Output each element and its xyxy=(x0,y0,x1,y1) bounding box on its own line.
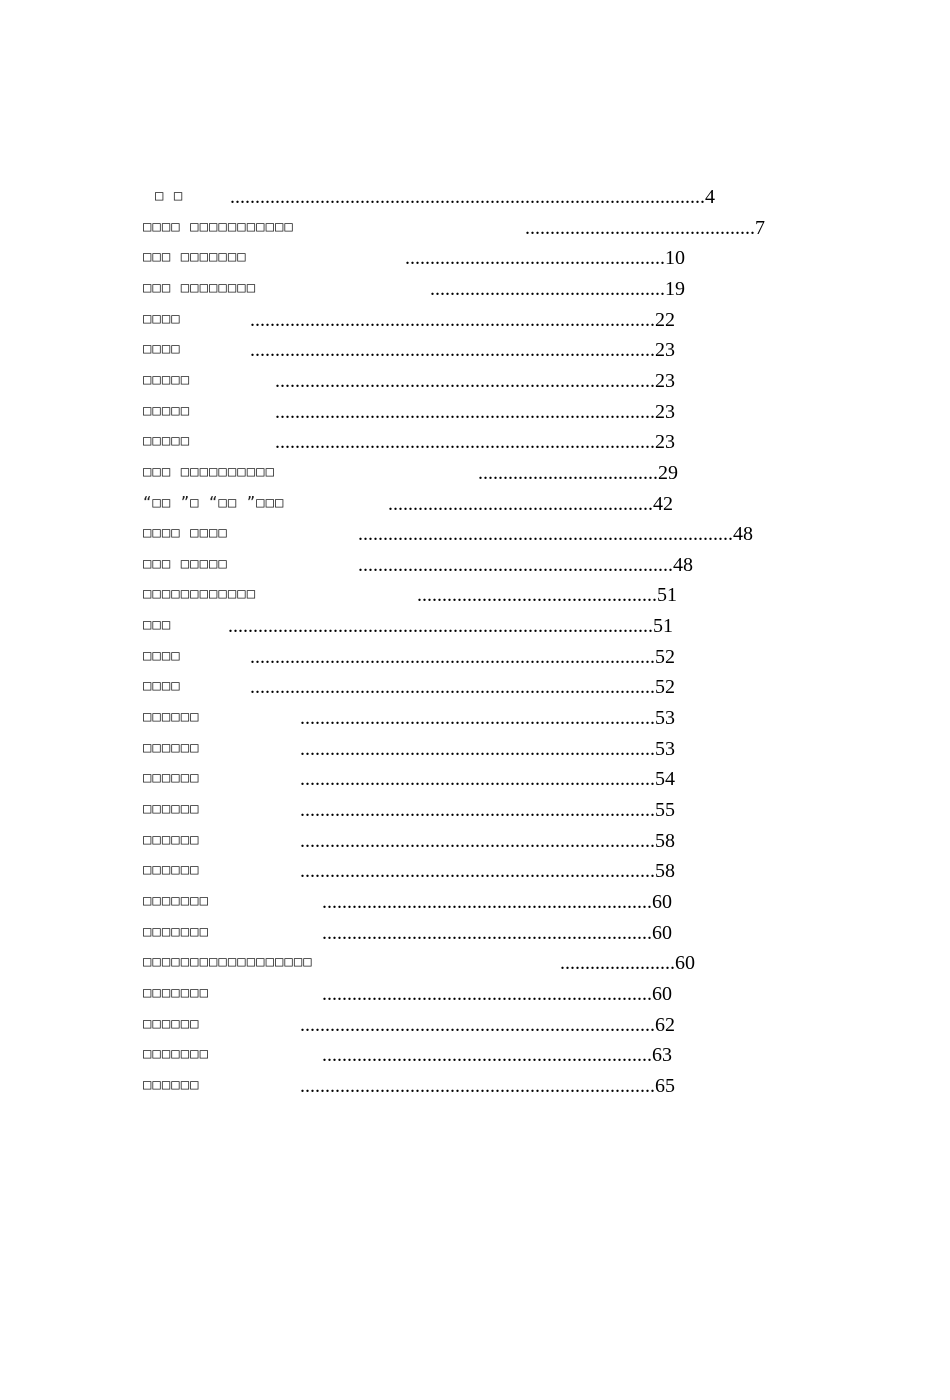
toc-entry-title: □□□□□ xyxy=(143,402,191,419)
toc-entry-title: □□□□ □□□□ xyxy=(143,525,228,542)
dot-leader: ....................................................................... xyxy=(300,829,655,852)
toc-entry-leader-group xyxy=(560,952,695,975)
toc-entry-page-number: 42 xyxy=(653,492,673,515)
toc-entry-page-number: 60 xyxy=(652,921,672,944)
toc-entry-page-number: 10 xyxy=(665,247,685,270)
dot-leader: .................................................................. xyxy=(322,890,652,913)
toc-entry-title: □□□□□□□ xyxy=(143,923,210,940)
toc-entry xyxy=(0,431,950,457)
toc-entry-page-number: 58 xyxy=(655,860,675,883)
dot-leader: .................................... xyxy=(478,461,658,484)
toc-entry-title: □□□□□□ xyxy=(143,709,200,726)
toc-entry-leader-group xyxy=(430,278,685,301)
toc-entry-title: □□□ xyxy=(143,617,172,634)
toc-entry-leader-group xyxy=(300,768,675,791)
toc-entry-title: □□□□ □□□□□□□□□□□ xyxy=(143,218,294,235)
toc-entry-page-number: 65 xyxy=(655,1074,675,1097)
toc-entry-title: □□□□□□ xyxy=(143,770,200,787)
toc-entry-page-number: 52 xyxy=(655,676,675,699)
toc-entry xyxy=(0,217,950,243)
toc-entry-leader-group xyxy=(300,860,675,883)
toc-entry xyxy=(0,278,950,304)
toc-entry-leader-group xyxy=(275,401,675,424)
toc-entry xyxy=(0,493,950,519)
toc-entry-page-number: 51 xyxy=(657,584,677,607)
toc-entry xyxy=(0,646,950,672)
toc-entry-leader-group xyxy=(300,707,675,730)
toc-entry xyxy=(0,247,950,273)
toc-entry-title: □□□□ xyxy=(143,678,181,695)
toc-entry-title: □□□ □□□□□□□□ xyxy=(143,279,257,296)
toc-entry-leader-group xyxy=(300,738,675,761)
dot-leader: ....................................................................... xyxy=(300,707,655,730)
toc-entry-leader-group xyxy=(250,676,675,699)
toc-entry-title: □□□ □□□□□□□□□□ xyxy=(143,463,276,480)
dot-leader: ............................................................................................... xyxy=(230,186,705,208)
toc-entry xyxy=(0,1014,950,1040)
toc-entry-page-number: 22 xyxy=(655,308,675,331)
toc-entry-page-number: 53 xyxy=(655,707,675,730)
toc-entry-leader-group xyxy=(417,584,677,607)
toc-entry-leader-group xyxy=(478,462,678,485)
toc-entry-page-number: 4 xyxy=(705,186,715,208)
toc-entry-leader-group xyxy=(322,922,672,945)
toc-entry xyxy=(0,554,950,580)
toc-entry xyxy=(0,370,950,396)
dot-leader: ....................... xyxy=(560,952,675,975)
toc-entry xyxy=(0,738,950,764)
toc-entry-leader-group xyxy=(322,983,672,1006)
toc-entry-page-number: 48 xyxy=(733,523,753,546)
toc-entry xyxy=(0,1075,950,1101)
toc-entry-leader-group xyxy=(275,370,675,393)
dot-leader: .................................................... xyxy=(405,247,665,270)
toc-entry-title: □□□□□□□ xyxy=(143,892,210,909)
toc-entry-page-number: 62 xyxy=(655,1013,675,1036)
toc-entry-title: □□□□□□□ xyxy=(143,984,210,1001)
toc-entry xyxy=(0,339,950,365)
toc-entry-title: □□□□□□ xyxy=(143,1015,200,1032)
toc-entry xyxy=(0,1044,950,1070)
toc-entry-leader-group xyxy=(275,431,675,454)
toc-entry xyxy=(0,401,950,427)
dot-leader: ..................................................... xyxy=(388,492,653,515)
dot-leader: ............................................... xyxy=(430,277,665,300)
toc-entry-page-number: 58 xyxy=(655,829,675,852)
toc-entry-title: □□□□□□ xyxy=(143,801,200,817)
toc-entry xyxy=(0,952,950,978)
toc-entry-title: □□□□ xyxy=(143,341,181,358)
toc-entry-leader-group xyxy=(250,339,675,362)
dot-leader: ................................................................................. xyxy=(250,676,655,699)
dot-leader: ....................................................................... xyxy=(300,860,655,883)
toc-entry-page-number: 52 xyxy=(655,645,675,668)
toc-entry-leader-group xyxy=(300,799,675,822)
toc-entry-page-number: 23 xyxy=(655,369,675,392)
toc-entry xyxy=(0,891,950,917)
toc-entry-page-number: 23 xyxy=(655,339,675,362)
toc-entry-page-number: 55 xyxy=(655,799,675,821)
dot-leader: ....................................................................... xyxy=(300,737,655,760)
toc-entry xyxy=(0,309,950,335)
toc-entry xyxy=(0,768,950,794)
toc-entry-title: □□□□ xyxy=(143,647,181,664)
toc-entry-title: □□□□□□ xyxy=(143,739,200,756)
toc-entry-page-number: 23 xyxy=(655,400,675,423)
toc-entry xyxy=(0,584,950,610)
toc-entry-title: □ □ xyxy=(155,188,184,204)
toc-entry-title: □□□□□□ xyxy=(143,862,200,879)
toc-entry xyxy=(0,707,950,733)
toc-entry-title: □□□□□□□□□□□□□□□□□□ xyxy=(143,954,313,971)
toc-entry xyxy=(0,922,950,948)
toc-entry-page-number: 51 xyxy=(653,615,673,638)
toc-entry-leader-group xyxy=(358,523,753,546)
toc-entry-leader-group xyxy=(300,1075,675,1098)
dot-leader: ............................................................................ xyxy=(275,400,655,423)
toc-entry-title: □□□ □□□□□ xyxy=(143,555,228,572)
toc-entry-leader-group xyxy=(388,493,673,516)
dot-leader: ................................................................................. xyxy=(250,645,655,668)
toc-entry-page-number: 29 xyxy=(658,461,678,484)
toc-entry-page-number: 63 xyxy=(652,1044,672,1067)
dot-leader: ....................................................................... xyxy=(300,1013,655,1036)
dot-leader: .................................................................. xyxy=(322,1044,652,1067)
toc-entry-title: □□□ □□□□□□□ xyxy=(143,249,247,266)
toc-entry xyxy=(0,523,950,549)
dot-leader: ................................................................................. xyxy=(250,339,655,362)
toc-entry-title: □□□□□□ xyxy=(143,831,200,848)
dot-leader: .................................................................. xyxy=(322,921,652,944)
toc-entry-page-number: 60 xyxy=(675,952,695,975)
toc-entry-page-number: 60 xyxy=(652,890,672,913)
toc-entry-leader-group xyxy=(228,615,673,638)
toc-entry-title: “□□ ”□ “□□ ”□□□ xyxy=(143,494,285,511)
toc-entry xyxy=(0,860,950,886)
toc-entry xyxy=(0,676,950,702)
dot-leader: ....................................................................... xyxy=(300,1074,655,1097)
toc-entry-title: □□□□□□□ xyxy=(143,1046,210,1063)
toc-entry-leader-group xyxy=(358,554,693,577)
toc-entry xyxy=(0,462,950,488)
toc-entry xyxy=(0,799,950,825)
toc-entry-title: □□□□□ xyxy=(143,371,191,388)
toc-entry-leader-group xyxy=(322,891,672,914)
toc-entry-leader-group xyxy=(250,646,675,669)
toc-entry-leader-group xyxy=(300,830,675,853)
toc-entry-leader-group xyxy=(322,1044,672,1067)
toc-entry-page-number: 48 xyxy=(673,553,693,576)
toc-entry xyxy=(0,615,950,641)
toc-entry xyxy=(0,186,950,212)
dot-leader: .................................................................. xyxy=(322,982,652,1005)
dot-leader: ....................................................................... xyxy=(300,768,655,791)
toc-entry-title: □□□□□□ xyxy=(143,1076,200,1093)
toc-entry-title: □□□□□□□□□□□□ xyxy=(143,586,257,603)
dot-leader: .............................................. xyxy=(525,216,755,239)
dot-leader: ................................................................................. xyxy=(250,308,655,331)
toc-entry-page-number: 7 xyxy=(755,216,765,239)
toc-entry-title: □□□□□ xyxy=(143,433,191,450)
dot-leader: ....................................................................... xyxy=(300,799,655,821)
toc-entry-leader-group xyxy=(250,309,675,332)
toc-entry-page-number: 19 xyxy=(665,277,685,300)
toc-entry xyxy=(0,830,950,856)
toc-entry-title: □□□□ xyxy=(143,310,181,327)
toc-entry-leader-group xyxy=(405,247,685,270)
toc-entry-leader-group xyxy=(230,186,715,209)
dot-leader: ............................................................................ xyxy=(275,369,655,392)
toc-entry-page-number: 23 xyxy=(655,431,675,454)
toc-entry-page-number: 54 xyxy=(655,768,675,791)
toc-entry-page-number: 60 xyxy=(652,982,672,1005)
dot-leader: ........................................................................... xyxy=(358,523,733,546)
dot-leader: ..................................................................................... xyxy=(228,615,653,638)
toc-entry-page-number: 53 xyxy=(655,737,675,760)
dot-leader: ............................................................................ xyxy=(275,431,655,454)
toc-entry-leader-group xyxy=(300,1014,675,1037)
toc-entry-leader-group xyxy=(525,217,765,240)
toc-entry xyxy=(0,983,950,1009)
dot-leader: ............................................................... xyxy=(358,553,673,576)
dot-leader: ................................................ xyxy=(417,584,657,607)
